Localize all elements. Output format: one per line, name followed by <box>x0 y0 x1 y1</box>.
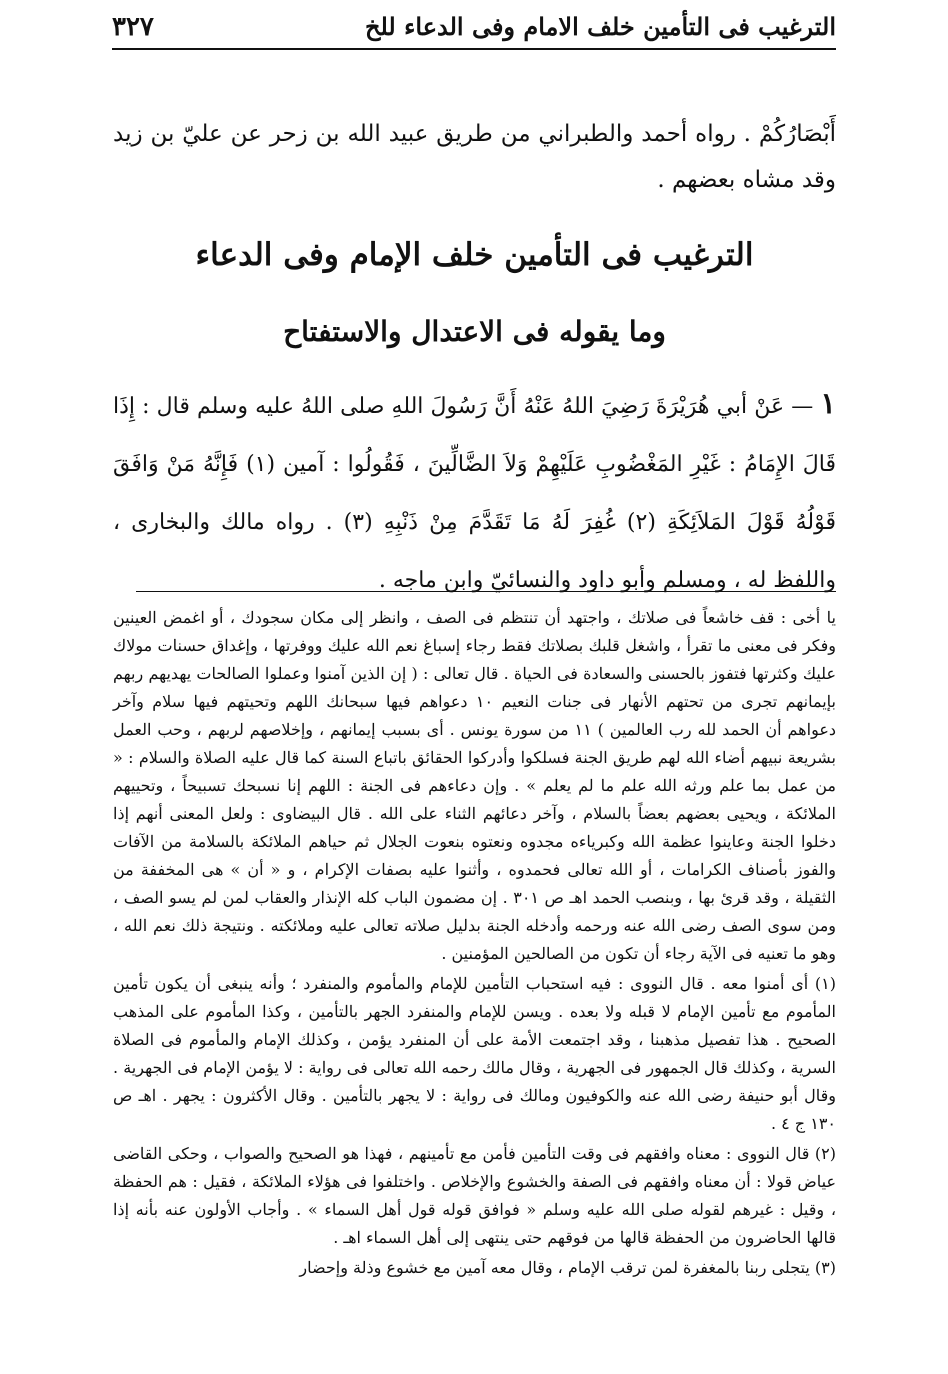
hadith-paragraph <box>113 374 836 610</box>
running-title: الترغيب فى التأمين خلف الامام وفى الدعاء للخ <box>364 12 836 41</box>
running-header <box>112 8 836 50</box>
intro-paragraph: أَبْصَارُكُمْ . رواه أحمد والطبراني من طريق عبيد الله بن زحر عن عليّ بن زيد وقد مشاه بعضهم . <box>113 121 836 193</box>
chapter-title: الترغيب فى التأمين خلف الإمام وفى الدعاء <box>195 236 754 273</box>
footnote-divider <box>136 591 836 592</box>
general-note: يا أخى : قف خاشعاً فى صلاتك ، واجتهد أن تنتظم فى الصف ، وانظر إلى مكان سجودك ، أو اغمض العينين وفكر فى معنى ما تقرأ ، واشغل قلبك بصلاتك فقط رجاء إسباغ نعم الله عليك ووفرتها ، وإغداق حسنات مولاك عليك وكثرتها فتفوز بالحسنى والسعادة فى الحياة . قال تعالى : ( إن الذين آمنوا وعملوا الصالحات يهديهم ربهم بإيمانهم تجرى من تحتهم الأنهار فى جنات النعيم ١٠ دعواهم فيها سبحانك اللهم وتحيتهم فيها سلام وآخر دعواهم أن الحمد لله رب العالمين ) ١١ من سورة يونس . أى بسبب إيمانهم ، وإخلاصهم لربهم ، وحب العمل بشريعة نبيهم أضاء الله لهم طريق الجنة فسلكوا وأدركوا الحقائق باتباع السنة كما قال عليه الصلاة والسلام : « من عمل بما علم ورثه الله علم ما لم يعلم » . وإن دعاءهم فى الجنة : اللهم إنا نسبحك تسبيحاً ، وتحييهم الملائكة ، ويحيى بعضهم بعضاً بالسلام ، وآخر دعائهم الثناء على الله . قال البيضاوى : ولعل المعنى أنهم إذا دخلوا الجنة وعاينوا عظمة الله وكبرياءه مجدوه ونعتوه بنعوت الجلال ثم حياهم الملائكة بالسلامة من الآفات والفوز بأصناف الكرامات ، أو الله تعالى فحمدوه ، وأثنوا عليه بصفات الإكرام ، و « أن » هى المخففة من الثقيلة ، وقد قرئ بها ، وبنصب الحمد اهـ ص ٣٠١ . إن مضمون الباب كله الإنذار والعقاب لمن لم يسو الصف ، ومن سوى الصف رضى الله عنه ورحمه وأدخله الجنة بدليل صلاته تعالى عليه وملائكته . ونتيجة ذلك نعم الله ، وهو ما تعنيه فى الآية رجاء أن تكون من الصالحين المؤمنين . <box>113 608 837 963</box>
hadith-separator: — <box>784 394 814 419</box>
footnote-1: (١) أى أمنوا معه . قال النووى : فيه استحباب التأمين للإمام والمأموم والمنفرد ؛ وأنه ينبغى أن يكون تأمين المأموم مع تأمين الإمام لا قبله ولا بعده . ويسن للإمام والمنفرد الجهر بالتأمين ، وكذا المأموم على المذهب الصحيح . هذا تفصيل مذهبنا ، وقد اجتمعت الأمة على أن المنفرد يؤمن ، وكذلك الإمام والمأموم فى الصلاة السرية ، وكذلك قال الجمهور فى الجهرية ، وقال مالك رحمه الله تعالى فى رواية : لا يؤمن الإمام فى الجهرية . وقال أبو حنيفة رضى الله عنه والكوفيون ومالك فى رواية : لا يجهر بالتأمين . وقال الأكثرون : يجهر . اهـ ص ١٣٠ ج ٤ . <box>113 974 836 1133</box>
footnote-3: (٣) يتجلى ربنا بالمغفرة لمن ترقب الإمام ، وقال معه آمين مع خشوع وذلة وإحضار <box>299 1258 836 1277</box>
hadith-text: عَنْ أبي هُرَيْرَةَ رَضِيَ اللهُ عَنْهُ أَنَّ رَسُولَ اللهِ صلى اللهُ عليه وسلم قال : إِذَا قَالَ الإِمَامُ : غَيْرِ المَغْضُوبِ عَلَيْهِمْ وَلاَ الضَّالِّينَ ، فَقُولُوا : آمين (١) فَإِنَّهُ مَنْ وَافَقَ قَوْلُهُ قَوْلَ المَلاَئِكَةِ (٢) غُفِرَ لَهُ مَا تَقَدَّمَ مِنْ ذَنْبِهِ (٣) . رواه مالك والبخارى ، واللفظ له ، ومسلم وأبو داود والنسائيّ وابن ماجه . <box>113 394 836 593</box>
page-number: ٣٢٧ <box>112 12 154 42</box>
footnotes <box>113 604 836 1282</box>
footnote-2: (٢) قال النووى : معناه وافقهم فى وقت التأمين فأمن مع تأمينهم ، فهذا هو الصحيح والصواب ، وحكى القاضى عياض قولا : أن معناه وافقهم فى الصفة والخشوع والإخلاص . واختلفوا فى هؤلاء الملائكة ، فقيل : هم الحفظة ، وقيل : غيرهم لقوله صلى الله عليه وسلم « فوافق قوله قول أهل السماء » . وأجاب الأولون عنه بأنه إذا قالها الحاضرون من الحفظة قالها من فوقهم حتى ينتهى إلى أهل السماء اهـ . <box>113 1144 836 1247</box>
hadith-number: ١ <box>820 386 836 420</box>
chapter-subtitle: وما يقوله فى الاعتدال والاستفتاح <box>283 315 666 349</box>
